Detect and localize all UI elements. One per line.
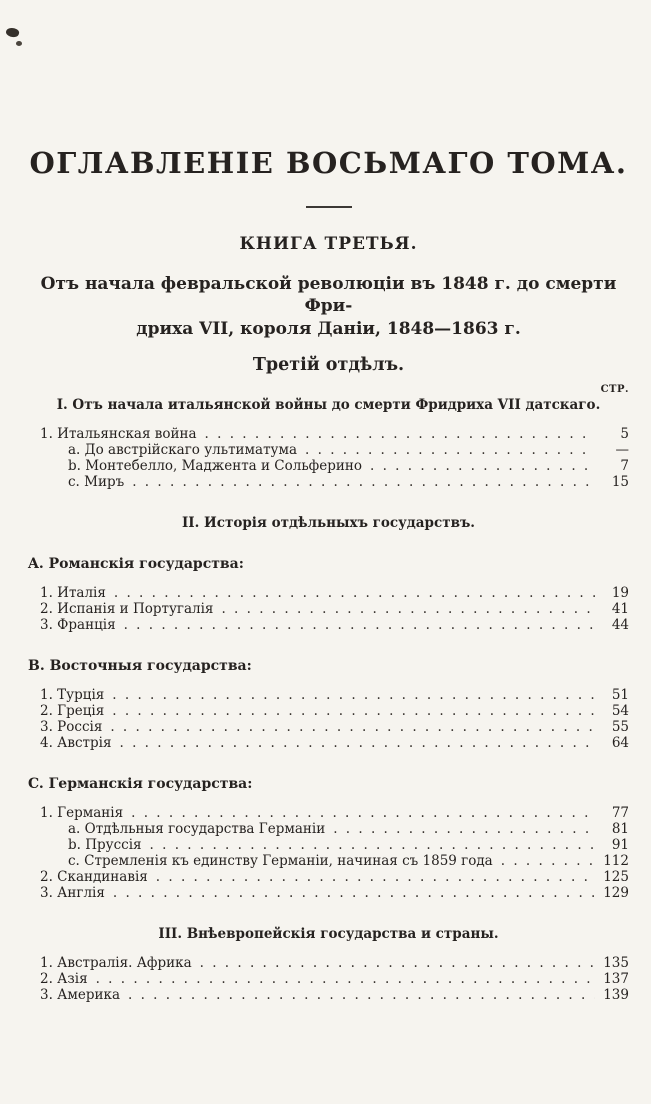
toc-entry-label: b. Монтебелло, Маджента и Сольферино	[68, 458, 363, 475]
toc-entry-label: 1. Турція	[40, 687, 105, 704]
dot-leader	[150, 837, 595, 853]
book-heading: КНИГА ТРЕТЬЯ.	[239, 234, 418, 254]
toc-entry-page: 15	[611, 474, 629, 491]
section-heading: C. Германскія государства:	[28, 776, 253, 793]
dot-leader	[132, 474, 595, 490]
dot-leader	[370, 458, 595, 474]
toc-entry-page: 91	[611, 837, 629, 854]
toc-entry-label: 1. Италія	[40, 585, 106, 602]
toc-row	[40, 971, 629, 987]
toc-row	[40, 719, 629, 735]
subtitle-line: Отъ начала февральской революціи въ 1848 г. до смерти Фри-	[40, 274, 617, 317]
toc-entry-label: a. До австрійскаго ультиматума	[68, 442, 298, 459]
toc-entry-page: 44	[611, 617, 629, 634]
book-subtitle	[28, 273, 629, 340]
toc-entry-label: 4. Австрія	[40, 735, 112, 752]
toc-entry-page: 135	[603, 955, 629, 972]
toc-entry-page: 125	[603, 869, 629, 886]
subtitle-line: дриха VII, короля Даніи, 1848—1863 г.	[136, 318, 521, 339]
dot-leader	[501, 853, 595, 869]
toc-entry-label: 1. Итальянская война	[40, 426, 197, 443]
toc-row	[68, 853, 629, 869]
toc-entry-label: 1. Австралія. Африка	[40, 955, 192, 972]
toc-row	[68, 474, 629, 490]
toc-row	[68, 837, 629, 853]
toc-entry-page: 54	[611, 703, 629, 720]
toc-entry-page: 5	[620, 426, 629, 443]
divider-rule	[306, 206, 352, 208]
toc-row	[40, 955, 629, 971]
section-heading: II. Исторія отдѣльныхъ государствъ.	[181, 515, 476, 532]
toc-sections	[28, 397, 629, 1003]
toc-row	[40, 585, 629, 601]
toc-entry-page: —	[615, 442, 629, 459]
toc-entry-label: 2. Испанія и Португалія	[40, 601, 214, 618]
dot-leader	[128, 987, 595, 1003]
toc-entry-page: 139	[603, 987, 629, 1004]
dot-leader	[333, 821, 595, 837]
page-column-label: СТР.	[600, 384, 629, 396]
toc-entry-label: 3. Америка	[40, 987, 121, 1004]
toc-row	[40, 987, 629, 1003]
section-heading: III. Внѣевропейскія государства и страны.	[158, 926, 499, 943]
part-heading: Третій отдѣлъ.	[252, 355, 405, 376]
toc-entry-label: c. Миръ	[68, 474, 125, 491]
toc-entry-label: a. Отдѣльныя государства Германіи	[68, 821, 326, 838]
toc-entry-page: 64	[611, 735, 629, 752]
toc-row	[40, 885, 629, 901]
toc-entry-page: 137	[603, 971, 629, 988]
toc-row	[40, 735, 629, 751]
toc-entry-label: 2. Азія	[40, 971, 88, 988]
toc-row	[40, 426, 629, 442]
dot-leader	[96, 971, 595, 987]
scan-artifact	[16, 41, 22, 46]
toc-entry-page: 7	[620, 458, 629, 475]
toc-row	[40, 687, 629, 703]
toc-entry-page: 55	[611, 719, 629, 736]
toc-row	[40, 703, 629, 719]
toc-entry-label: 3. Россія	[40, 719, 103, 736]
toc-row	[68, 821, 629, 837]
toc-entry-page: 112	[603, 853, 629, 870]
toc-entry-page: 129	[603, 885, 629, 902]
dot-leader	[124, 617, 595, 633]
page-title: ОГЛАВЛЕНІЕ ВОСЬМАГО ТОМА.	[29, 146, 628, 180]
toc-entry-label: 2. Греція	[40, 703, 105, 720]
section-heading: A. Романскія государства:	[28, 556, 244, 573]
dot-leader	[120, 735, 595, 751]
dot-leader	[114, 585, 595, 601]
toc-row	[40, 617, 629, 633]
toc-entry-label: c. Стремленія къ единству Германіи, начиная съ 1859 года	[68, 853, 493, 870]
section-heading: I. Отъ начала итальянской войны до смерти Фридриха VII датскаго.	[56, 397, 601, 414]
dot-leader	[113, 885, 595, 901]
toc-row	[68, 442, 629, 458]
toc-row	[68, 458, 629, 474]
section-heading: B. Восточныя государства:	[28, 658, 252, 675]
toc-entry-page: 51	[611, 687, 629, 704]
dot-leader	[110, 719, 595, 735]
toc-entry-label: 3. Англія	[40, 885, 105, 902]
toc-entry-page: 77	[611, 805, 629, 822]
dot-leader	[156, 869, 595, 885]
dot-leader	[205, 426, 595, 442]
dot-leader	[305, 442, 595, 458]
toc-entry-label: 3. Франція	[40, 617, 116, 634]
toc-entry-label: 2. Скандинавія	[40, 869, 148, 886]
toc-row	[40, 869, 629, 885]
toc-row	[40, 601, 629, 617]
dot-leader	[131, 805, 595, 821]
toc-entry-page: 81	[611, 821, 629, 838]
dot-leader	[221, 601, 595, 617]
dot-leader	[200, 955, 595, 971]
toc-entry-label: 1. Германія	[40, 805, 124, 822]
toc-row	[40, 805, 629, 821]
dot-leader	[112, 703, 595, 719]
dot-leader	[112, 687, 595, 703]
toc-entry-page: 19	[611, 585, 629, 602]
toc-entry-page: 41	[611, 601, 629, 618]
toc-entry-label: b. Пруссія	[68, 837, 142, 854]
